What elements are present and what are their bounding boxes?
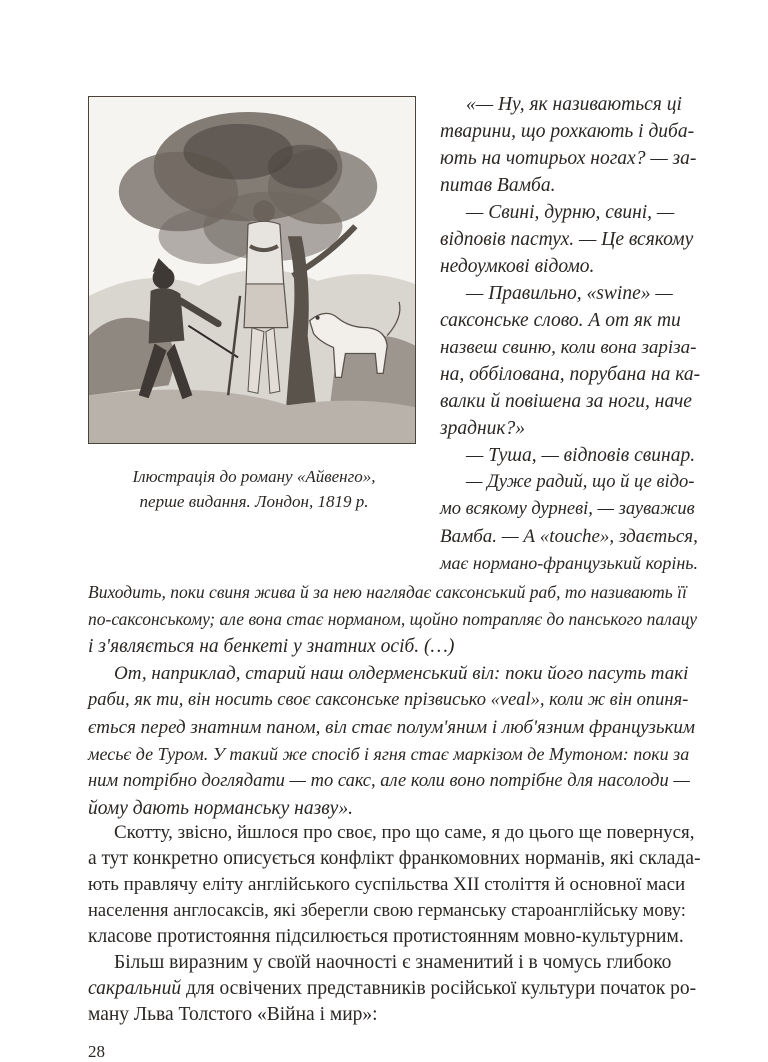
- text-line: саксонське слово. А от як ти: [440, 310, 681, 331]
- text-line: назвеш свиню, коли вона заріза-: [440, 337, 697, 358]
- text-line: ним потрібно доглядати — то сакс, але коли воно потрібне для насолоди —: [88, 771, 690, 791]
- text-line: по-саксонському; але вона стає норманом, щойно потрапляє до панського палацу: [88, 609, 698, 629]
- illustration-caption: [82, 464, 426, 514]
- text-line: недоумкові відомо.: [440, 256, 595, 277]
- text-line: питав Вамба.: [440, 175, 556, 196]
- text-line: — Туша, — відповів свинар.: [466, 445, 696, 466]
- text-line: Скотту, звісно, йшлося про своє, про що саме, я до цього ще повернуся,: [114, 822, 695, 843]
- text-line: «— Ну, як називаються ці: [466, 94, 682, 115]
- text-line: класове протистояння підсилюється протистоянням мовно-культурним.: [88, 926, 684, 947]
- text-line: ють на чотирьох ногах? — за-: [440, 148, 697, 169]
- text-line: йому дають норманську назву».: [88, 798, 353, 819]
- text-line: — Свині, дурню, свині, —: [466, 202, 675, 223]
- text-fragment: для освічених представників російської культури початок ро-: [185, 978, 697, 999]
- caption-line: перше видання. Лондон, 1819 р.: [139, 492, 369, 511]
- text-line: раби, як ти, він носить своє саксонське прізвисько «veal», коли ж він опиня-: [88, 690, 689, 710]
- text-line: і з'являється на бенкеті у знатних осіб. (…): [88, 636, 455, 657]
- text-line: ману Льва Толстого «Війна і мир»:: [88, 1004, 378, 1025]
- caption-line: Ілюстрація до роману «Айвенго»,: [132, 467, 376, 486]
- text-line: відповів пастух. — Це всякому: [440, 229, 694, 250]
- text-line: [88, 976, 696, 1002]
- emphasis-word: сакральний: [88, 978, 182, 999]
- engraving-illustration: [88, 96, 416, 444]
- text-line: тварини, що рохкають і диба-: [440, 121, 695, 142]
- text-line: — Дуже радий, що й це відо-: [466, 472, 695, 492]
- text-line: мо всякому дурневі, — зауважив: [440, 499, 695, 519]
- text-line: месьє де Туром. У такий же спосіб і ягня стає маркізом де Мутоном: поки за: [88, 744, 690, 764]
- text-line: ють правлячу еліту англійського суспільства XII століття й основної маси: [88, 874, 686, 895]
- text-line: зрадник?»: [440, 418, 526, 439]
- text-line: Виходить, поки свиня жива й за нею наглядає саксонський раб, то називають її: [88, 582, 687, 602]
- text-line: на, оббілована, порубана на ка-: [440, 364, 701, 385]
- text-line: валки й повішена за ноги, наче: [440, 391, 692, 412]
- page-number: 28: [88, 1042, 105, 1061]
- text-line: Вамба. — А «touche», здається,: [440, 526, 698, 547]
- text-line: ється перед знатним паном, віл стає полум'яним і люб'язним французьким: [88, 717, 695, 738]
- text-line: От, наприклад, старий наш олдерменський віл: поки його пасуть такі: [114, 663, 689, 684]
- text-line: Більш виразним у своїй наочності є знаменитий і в чомусь глибоко: [114, 952, 672, 973]
- faded-header-artifact: [110, 36, 410, 66]
- text-line: має нормано-французький корінь.: [440, 553, 698, 573]
- text-line: населення англосаксів, які зберегли свою германську староанглійську мову:: [88, 901, 686, 921]
- text-line: — Правильно, «swine» —: [466, 283, 673, 304]
- text-line: а тут конкретно описується конфлікт франкомовних норманів, які склада-: [88, 848, 701, 869]
